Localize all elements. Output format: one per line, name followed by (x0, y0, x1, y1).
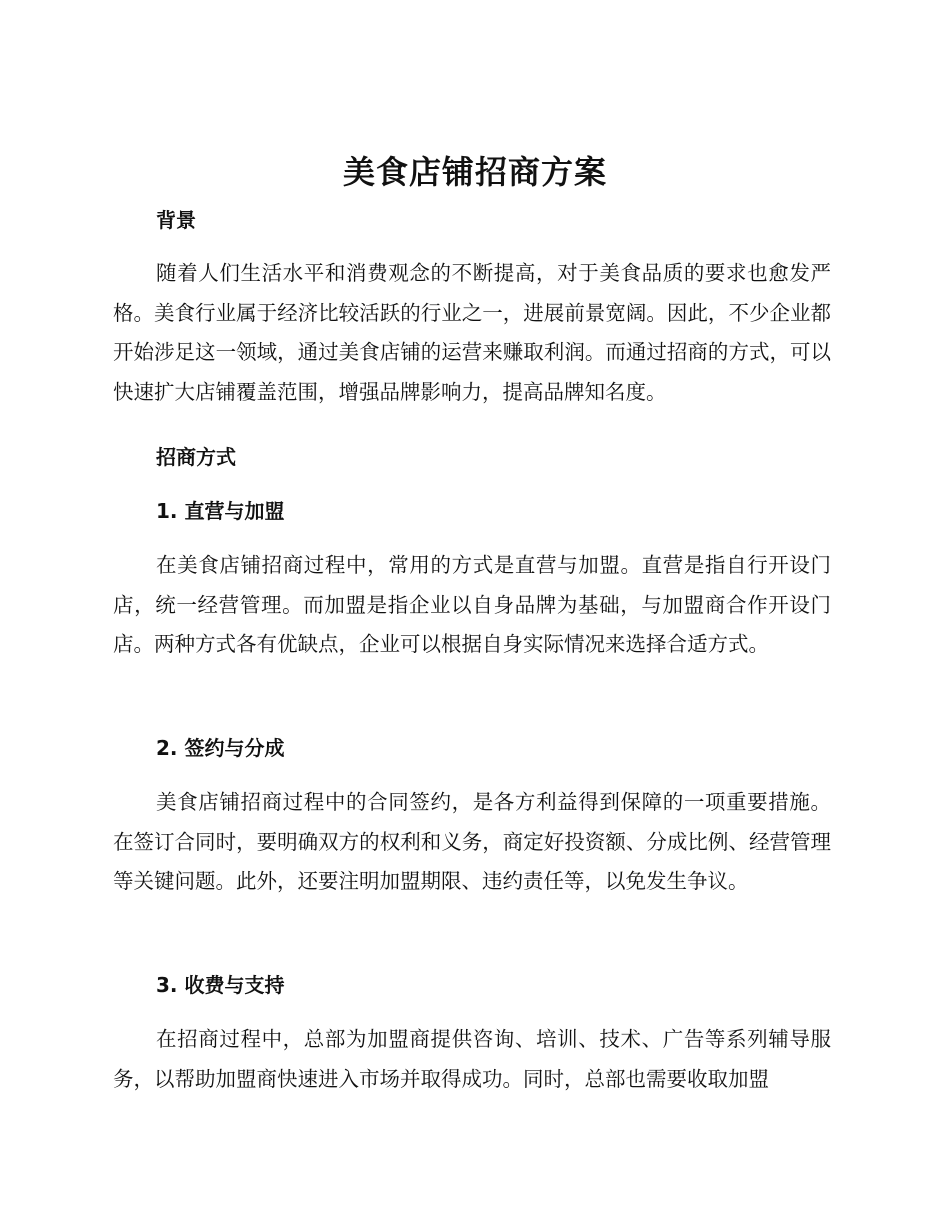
section-paragraph-contract-share: 美食店铺招商过程中的合同签约，是各方利益得到保障的一项重要措施。在签订合同时，要明确双方的权利和义务，商定好投资额、分成比例、经营管理等关键问题。此外，还要注明加盟期限、违约责任等，以免发生争议。 (113, 790, 831, 893)
background-heading: 背景 (156, 208, 196, 232)
background-paragraph: 随着人们生活水平和消费观念的不断提高，对于美食品质的要求也愈发严格。美食行业属于经济比较活跃的行业之一，进展前景宽阔。因此，不少企业都开始涉足这一领域，通过美食店铺的运营来赚取利润。而通过招商的方式，可以快速扩大店铺覆盖范围，增强品牌影响力，提高品牌知名度。 (113, 261, 831, 404)
document-title: 美食店铺招商方案 (342, 153, 607, 191)
methods-heading: 招商方式 (156, 445, 236, 469)
section-heading-direct-franchise: 1. 直营与加盟 (156, 499, 285, 523)
section-paragraph-direct-franchise: 在美食店铺招商过程中，常用的方式是直营与加盟。直营是指自行开设门店，统一经营管理。而加盟是指企业以自身品牌为基础，与加盟商合作开设门店。两种方式各有优缺点，企业可以根据自身实际情况来选择合适方式。 (113, 553, 831, 656)
section-paragraph-fees-support: 在招商过程中，总部为加盟商提供咨询、培训、技术、广告等系列辅导服务，以帮助加盟商快速进入市场并取得成功。同时，总部也需要收取加盟 (113, 1027, 831, 1091)
section-heading-fees-support: 3. 收费与支持 (156, 973, 285, 997)
section-heading-contract-share: 2. 签约与分成 (156, 736, 285, 760)
